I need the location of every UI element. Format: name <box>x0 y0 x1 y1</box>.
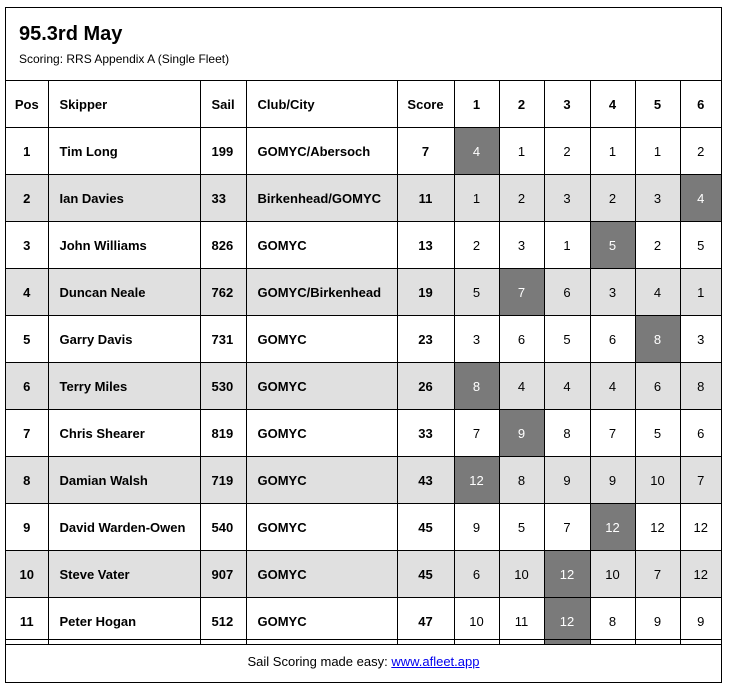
race-result-cell: 2 <box>454 222 499 269</box>
score-cell: 45 <box>397 504 454 551</box>
col-header-race-1: 1 <box>454 81 499 128</box>
club-cell: GOMYC <box>246 222 397 269</box>
discarded-race-cell: 12 <box>590 504 635 551</box>
score-cell: 23 <box>397 316 454 363</box>
skipper-cell: Damian Walsh <box>48 457 200 504</box>
race-result-cell: 6 <box>680 410 721 457</box>
race-result-cell: 7 <box>454 410 499 457</box>
race-result-cell: 2 <box>499 175 544 222</box>
sail-number-cell: 826 <box>200 222 246 269</box>
sail-number-cell: 199 <box>200 128 246 175</box>
discarded-race-cell: 8 <box>454 363 499 410</box>
club-cell: GOMYC <box>246 598 397 645</box>
position-cell: 10 <box>6 551 48 598</box>
col-header-pos: Pos <box>6 81 48 128</box>
results-header <box>6 8 721 81</box>
score-cell: 47 <box>397 598 454 645</box>
race-result-cell: 5 <box>544 316 590 363</box>
race-result-cell: 9 <box>454 504 499 551</box>
race-result-cell: 1 <box>635 128 680 175</box>
sail-number-cell: 540 <box>200 504 246 551</box>
race-result-cell: 6 <box>635 363 680 410</box>
club-cell: GOMYC <box>246 457 397 504</box>
sail-number-cell: 530 <box>200 363 246 410</box>
table-row <box>6 457 721 504</box>
col-header-race-5: 5 <box>635 81 680 128</box>
race-result-cell: 1 <box>499 128 544 175</box>
race-result-cell: 12 <box>680 551 721 598</box>
table-row <box>6 128 721 175</box>
race-result-cell: 10 <box>454 598 499 645</box>
race-result-cell: 3 <box>499 222 544 269</box>
position-cell: 5 <box>6 316 48 363</box>
discarded-race-cell: 8 <box>635 316 680 363</box>
discarded-race-cell: 4 <box>680 175 721 222</box>
race-result-cell: 7 <box>544 504 590 551</box>
race-result-cell: 1 <box>680 269 721 316</box>
col-header-race-3: 3 <box>544 81 590 128</box>
skipper-cell: Steve Vater <box>48 551 200 598</box>
discarded-race-cell: 12 <box>544 598 590 645</box>
club-cell: Birkenhead/GOMYC <box>246 175 397 222</box>
race-result-cell: 9 <box>590 457 635 504</box>
discarded-race-cell: 9 <box>499 410 544 457</box>
skipper-cell: Duncan Neale <box>48 269 200 316</box>
race-result-cell: 3 <box>590 269 635 316</box>
skipper-cell: Chris Shearer <box>48 410 200 457</box>
results-sheet <box>5 7 722 683</box>
sail-number-cell: 819 <box>200 410 246 457</box>
skipper-cell: Tim Long <box>48 128 200 175</box>
results-body <box>6 128 721 645</box>
race-result-cell: 9 <box>680 598 721 645</box>
race-result-cell: 9 <box>544 457 590 504</box>
race-result-cell: 8 <box>544 410 590 457</box>
race-result-cell: 3 <box>544 175 590 222</box>
skipper-cell: Ian Davies <box>48 175 200 222</box>
race-result-cell: 8 <box>680 363 721 410</box>
position-cell: 11 <box>6 598 48 645</box>
race-result-cell: 4 <box>544 363 590 410</box>
club-cell: GOMYC <box>246 316 397 363</box>
race-result-cell: 3 <box>635 175 680 222</box>
position-cell: 4 <box>6 269 48 316</box>
race-result-cell: 10 <box>499 551 544 598</box>
race-result-cell: 8 <box>499 457 544 504</box>
skipper-cell: Peter Hogan <box>48 598 200 645</box>
sail-number-cell: 33 <box>200 175 246 222</box>
race-result-cell: 10 <box>590 551 635 598</box>
race-result-cell: 3 <box>454 316 499 363</box>
race-result-cell: 5 <box>635 410 680 457</box>
col-header-race-4: 4 <box>590 81 635 128</box>
score-cell: 7 <box>397 128 454 175</box>
race-result-cell: 6 <box>544 269 590 316</box>
race-result-cell: 2 <box>544 128 590 175</box>
race-result-cell: 6 <box>590 316 635 363</box>
footer-link[interactable]: www.afleet.app <box>391 654 480 669</box>
sail-number-cell: 762 <box>200 269 246 316</box>
sail-number-cell: 512 <box>200 598 246 645</box>
race-result-cell: 8 <box>590 598 635 645</box>
discarded-race-cell: 12 <box>544 551 590 598</box>
club-cell: GOMYC/Birkenhead <box>246 269 397 316</box>
table-row <box>6 269 721 316</box>
col-header-race-6: 6 <box>680 81 721 128</box>
score-cell: 19 <box>397 269 454 316</box>
position-cell: 1 <box>6 128 48 175</box>
race-result-cell: 9 <box>635 598 680 645</box>
table-row <box>6 410 721 457</box>
race-result-cell: 3 <box>680 316 721 363</box>
race-result-cell: 10 <box>635 457 680 504</box>
skipper-cell: Terry Miles <box>48 363 200 410</box>
col-header-score: Score <box>397 81 454 128</box>
discarded-race-cell: 12 <box>454 457 499 504</box>
race-result-cell: 2 <box>680 128 721 175</box>
table-row <box>6 551 721 598</box>
position-cell: 8 <box>6 457 48 504</box>
results-table <box>6 81 721 645</box>
table-row <box>6 175 721 222</box>
score-cell: 43 <box>397 457 454 504</box>
race-result-cell: 5 <box>499 504 544 551</box>
table-row <box>6 222 721 269</box>
race-result-cell: 5 <box>680 222 721 269</box>
race-result-cell: 1 <box>454 175 499 222</box>
club-cell: GOMYC <box>246 551 397 598</box>
score-cell: 45 <box>397 551 454 598</box>
col-header-race-2: 2 <box>499 81 544 128</box>
club-cell: GOMYC <box>246 363 397 410</box>
col-header-club: Club/City <box>246 81 397 128</box>
page-title: 95.3rd May <box>19 23 123 45</box>
race-result-cell: 12 <box>635 504 680 551</box>
footer-text: Sail Scoring made easy: <box>247 654 392 669</box>
score-cell: 26 <box>397 363 454 410</box>
club-cell: GOMYC <box>246 410 397 457</box>
sail-number-cell: 719 <box>200 457 246 504</box>
race-result-cell: 6 <box>454 551 499 598</box>
position-cell: 6 <box>6 363 48 410</box>
position-cell: 2 <box>6 175 48 222</box>
discarded-race-cell: 7 <box>499 269 544 316</box>
race-result-cell: 2 <box>635 222 680 269</box>
table-row <box>6 363 721 410</box>
club-cell: GOMYC/Abersoch <box>246 128 397 175</box>
race-result-cell: 7 <box>590 410 635 457</box>
race-result-cell: 4 <box>635 269 680 316</box>
scoring-system: Scoring: RRS Appendix A (Single Fleet) <box>19 52 230 66</box>
sail-number-cell: 731 <box>200 316 246 363</box>
race-result-cell: 4 <box>590 363 635 410</box>
skipper-cell: David Warden-Owen <box>48 504 200 551</box>
position-cell: 9 <box>6 504 48 551</box>
score-cell: 13 <box>397 222 454 269</box>
race-result-cell: 2 <box>590 175 635 222</box>
position-cell: 7 <box>6 410 48 457</box>
race-result-cell: 4 <box>499 363 544 410</box>
footer <box>6 639 721 683</box>
race-result-cell: 6 <box>499 316 544 363</box>
sail-number-cell: 907 <box>200 551 246 598</box>
table-row <box>6 598 721 645</box>
col-header-sail: Sail <box>200 81 246 128</box>
position-cell: 3 <box>6 222 48 269</box>
discarded-race-cell: 5 <box>590 222 635 269</box>
col-header-skipper: Skipper <box>48 81 200 128</box>
race-result-cell: 7 <box>635 551 680 598</box>
table-row <box>6 316 721 363</box>
table-header-row <box>6 81 721 128</box>
race-result-cell: 7 <box>680 457 721 504</box>
score-cell: 11 <box>397 175 454 222</box>
race-result-cell: 1 <box>590 128 635 175</box>
race-result-cell: 1 <box>544 222 590 269</box>
race-result-cell: 5 <box>454 269 499 316</box>
skipper-cell: Garry Davis <box>48 316 200 363</box>
table-row <box>6 504 721 551</box>
skipper-cell: John Williams <box>48 222 200 269</box>
score-cell: 33 <box>397 410 454 457</box>
race-result-cell: 11 <box>499 598 544 645</box>
discarded-race-cell: 4 <box>454 128 499 175</box>
club-cell: GOMYC <box>246 504 397 551</box>
race-result-cell: 12 <box>680 504 721 551</box>
